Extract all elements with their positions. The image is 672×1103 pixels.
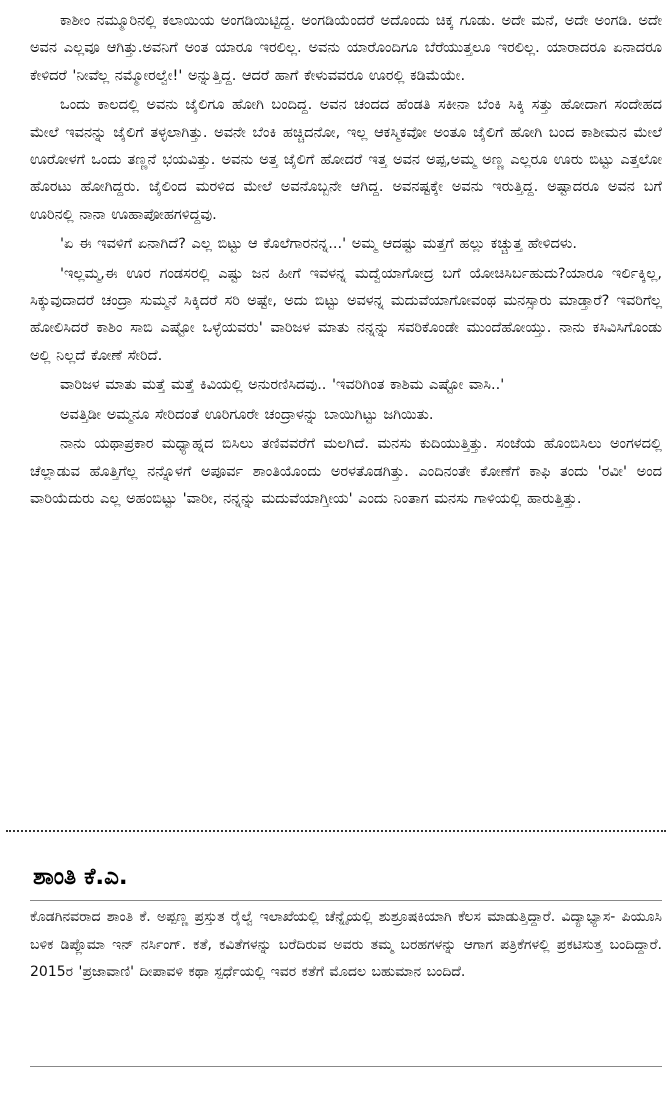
author-bio-bottom-rule	[30, 1066, 662, 1067]
story-paragraph-7: ನಾನು ಯಥಾಪ್ರಕಾರ ಮಧ್ಯಾಹ್ನದ ಬಿಸಿಲು ತಣಿವವರೆಗೆ ಮಲಗಿದೆ. ಮನಸು ಕುದಿಯುತ್ತಿತ್ತು. ಸಂಜೆಯ ಹೊಂಬಿಸಿಲು ಅಂಗಳದಲ್ಲಿ ಚೆಲ್ಲಾಡುವ ಹೊತ್ತಿಗೆಲ್ಲ ನನ್ನೊಳಗೆ ಅಪೂರ್ವ ಶಾಂತಿಯೊಂದು ಅರಳತೊಡಗಿತ್ತು. ಎಂದಿನಂತೇ ಕೋಣೆಗೆ ಕಾಫಿ ತಂದು 'ರವೀ' ಅಂದ ವಾರಿಯೆದುರು ಎಲ್ಲ ಅಹಂಬಿಟ್ಟು 'ವಾರೀ, ನನ್ನನ್ನು ಮದುವೆಯಾಗ್ತೀಯ' ಎಂದು ನಿಂತಾಗ ಮನಸು ಗಾಳಿಯಲ್ಲಿ ಹಾರುತ್ತಿತ್ತು.	[30, 436, 662, 507]
author-bio-top-rule	[30, 900, 662, 901]
section-divider	[6, 830, 666, 832]
story-paragraph-4: 'ಇಲ್ಲಮ್ಮ,ಈ ಊರ ಗಂಡಸರಲ್ಲಿ ಎಷ್ಟು ಜನ ಹೀಗೆ ಇವಳನ್ನ ಮದ್ವೆಯಾಗೋದ್ರ ಬಗೆ ಯೋಚಿಸಿರ್ಬಹುದು?ಯಾರೂ ಇರ್ಲಿಕ್ಕಿಲ್ಲ, ಸಿಕ್ಕುವುದಾದರೆ ಚಂದ್ರಾ ಸುಮ್ಮನೆ ಸಿಕ್ಕಿದರೆ ಸರಿ ಅಷ್ಟೇ, ಅದು ಬಿಟ್ಟು ಅವಳನ್ನ ಮದುವೆಯಾಗೋವಂಥ ಮನಸ್ಸಾರು ಮಾಡ್ತಾರೆ? ಇವರಿಗೆಲ್ಲ ಹೋಲಿಸಿದರೆ ಕಾಶಿಂ ಸಾಬಿ ಎಷ್ಟೋ ಒಳ್ಳೆಯವರು' ವಾರಿಜಳ ಮಾತು ನನ್ನನ್ನು ಸವರಿಕೊಂಡೇ ಮುಂದೆಹೋಯ್ತು. ನಾನು ಕಸಿವಿಸಿಗೊಂಡು ಅಲ್ಲಿ ನಿಲ್ಲದೆ ಕೋಣೆ ಸೇರಿದೆ.	[30, 265, 662, 364]
author-name: ಶಾಂತಿ ಕೆ.ಎ.	[33, 864, 128, 890]
story-paragraph-6: ಅವತ್ತಿಡೀ ಅಮ್ಮನೂ ಸೇರಿದಂತೆ ಊರಿಗೂರೇ ಚಂದ್ರಾಳನ್ನು ಬಾಯಿಗಿಟ್ಟು ಜಗಿಯಿತು.	[60, 406, 434, 423]
story-body	[30, 8, 662, 515]
story-paragraph-1: ಕಾಶೀಂ ನಮ್ಮೂರಿನಲ್ಲಿ ಕಲಾಯಿಯ ಅಂಗಡಿಯಿಟ್ಟಿದ್ದ. ಅಂಗಡಿಯೆಂದರೆ ಅದೊಂದು ಚಿಕ್ಕ ಗೂಡು. ಅದೇ ಮನೆ, ಅದೇ ಅಂಗಡಿ. ಅದೇ ಅವನ ಎಲ್ಲವೂ ಆಗಿತ್ತು.ಅವನಿಗೆ ಅಂತ ಯಾರೂ ಇರಲಿಲ್ಲ. ಅವನು ಯಾರೊಂದಿಗೂ ಬೆರೆಯುತ್ತಲೂ ಇರಲಿಲ್ಲ. ಯಾರಾದರೂ ಏನಾದರೂ ಕೇಳಿದರೆ 'ನೀವೆಲ್ಲ ನಮ್ಮೋರಲ್ವೇ!' ಅನ್ನುತ್ತಿದ್ದ. ಆದರೆ ಹಾಗೆ ಕೇಳುವವರೂ ಊರಲ್ಲಿ ಕಡಿಮೆಯೇ.	[30, 13, 662, 84]
story-paragraph-2: ಒಂದು ಕಾಲದಲ್ಲಿ ಅವನು ಜೈಲಿಗೂ ಹೋಗಿ ಬಂದಿದ್ದ. ಅವನ ಚಂದದ ಹೆಂಡತಿ ಸಕೀನಾ ಬೆಂಕಿ ಸಿಕ್ಕಿ ಸತ್ತು ಹೋದಾಗ ಸಂದೇಹದ ಮೇಲೆ ಇವನನ್ನು ಜೈಲಿಗೆ ತಳ್ಳಲಾಗಿತ್ತು. ಅವನೇ ಬೆಂಕಿ ಹಚ್ಚಿದನೋ, ಇಲ್ಲ ಆಕಸ್ಮಿಕವೋ ಅಂತೂ ಜೈಲಿಗೆ ಹೋಗಿ ಬಂದ ಕಾಶೀಮನ ಮೇಲೆ ಊರೋಳಗೆ ಒಂದು ತಣ್ಣನೆ ಭಯವಿತ್ತು. ಅವನು ಅತ್ತ ಜೈಲಿಗೆ ಹೋದರೆ ಇತ್ತ ಅವನ ಅಪ್ಪ,ಅಮ್ಮ ಅಣ್ಣ ಎಲ್ಲರೂ ಊರು ಬಿಟ್ಟು ಎತ್ತಲೋ ಹೊರಟು ಹೋಗಿದ್ದರು. ಜೈಲಿಂದ ಮರಳಿದ ಮೇಲೆ ಅವನೊಬ್ಬನೇ ಆಗಿದ್ದ. ಅವನಷ್ಟಕ್ಕೇ ಅವನು ಇರುತ್ತಿದ್ದ. ಅಷ್ಟಾದರೂ ಅವನ ಬಗೆ ಊರಿನಲ್ಲಿ ನಾನಾ ಊಹಾಪೋಹಗಳಿದ್ದವು.	[30, 97, 662, 223]
author-bio: ಕೊಡಗಿನವರಾದ ಶಾಂತಿ ಕೆ. ಅಪ್ಪಣ್ಣ ಪ್ರಸ್ತುತ ರೈಲ್ವೆ ಇಲಾಖೆಯಲ್ಲಿ ಚೆನ್ನೈಯಲ್ಲಿ ಶುಶ್ರೂಷಕಿಯಾಗಿ ಕೆಲಸ ಮಾಡುತ್ತಿದ್ದಾರೆ. ವಿದ್ಯಾಭ್ಯಾಸ- ಪಿಯೂಸಿ ಬಳಿಕ ಡಿಪ್ಲೊಮಾ ಇನ್ ನರ್ಸಿಂಗ್. ಕತೆ, ಕವಿತೆಗಳನ್ನು ಬರೆದಿರುವ ಅವರು ತಮ್ಮ ಬರಹಗಳನ್ನು ಆಗಾಗ ಪತ್ರಿಕೆಗಳಲ್ಲಿ ಪ್ರಕಟಿಸುತ್ತ ಬಂದಿದ್ದಾರೆ. 2015ರ 'ಪ್ರಜಾವಾಣಿ' ದೀಪಾವಳಿ ಕಥಾ ಸ್ಪರ್ಧೆಯಲ್ಲಿ ಇವರ ಕತೆಗೆ ಮೊದಲ ಬಹುಮಾನ ಬಂದಿದೆ.	[30, 909, 662, 980]
story-paragraph-3: 'ಏ ಈ ಇವಳಿಗೆ ಏನಾಗಿದೆ? ಎಲ್ಲ ಬಿಟ್ಟು ಆ ಕೊಲೆಗಾರನನ್ನ...' ಅಮ್ಮ ಆದಷ್ಟು ಮತ್ತಗೆ ಹಲ್ಲು ಕಚ್ಚುತ್ತ ಹೇಳಿದಳು.	[60, 236, 577, 253]
story-paragraph-5: ವಾರಿಜಳ ಮಾತು ಮತ್ತೆ ಮತ್ತೆ ಕಿವಿಯಲ್ಲಿ ಅನುರಣಿಸಿದವು.. 'ಇವರಿಗಿಂತ ಕಾಶಿಮ ಎಷ್ಟೋ ವಾಸಿ..'	[60, 377, 505, 394]
